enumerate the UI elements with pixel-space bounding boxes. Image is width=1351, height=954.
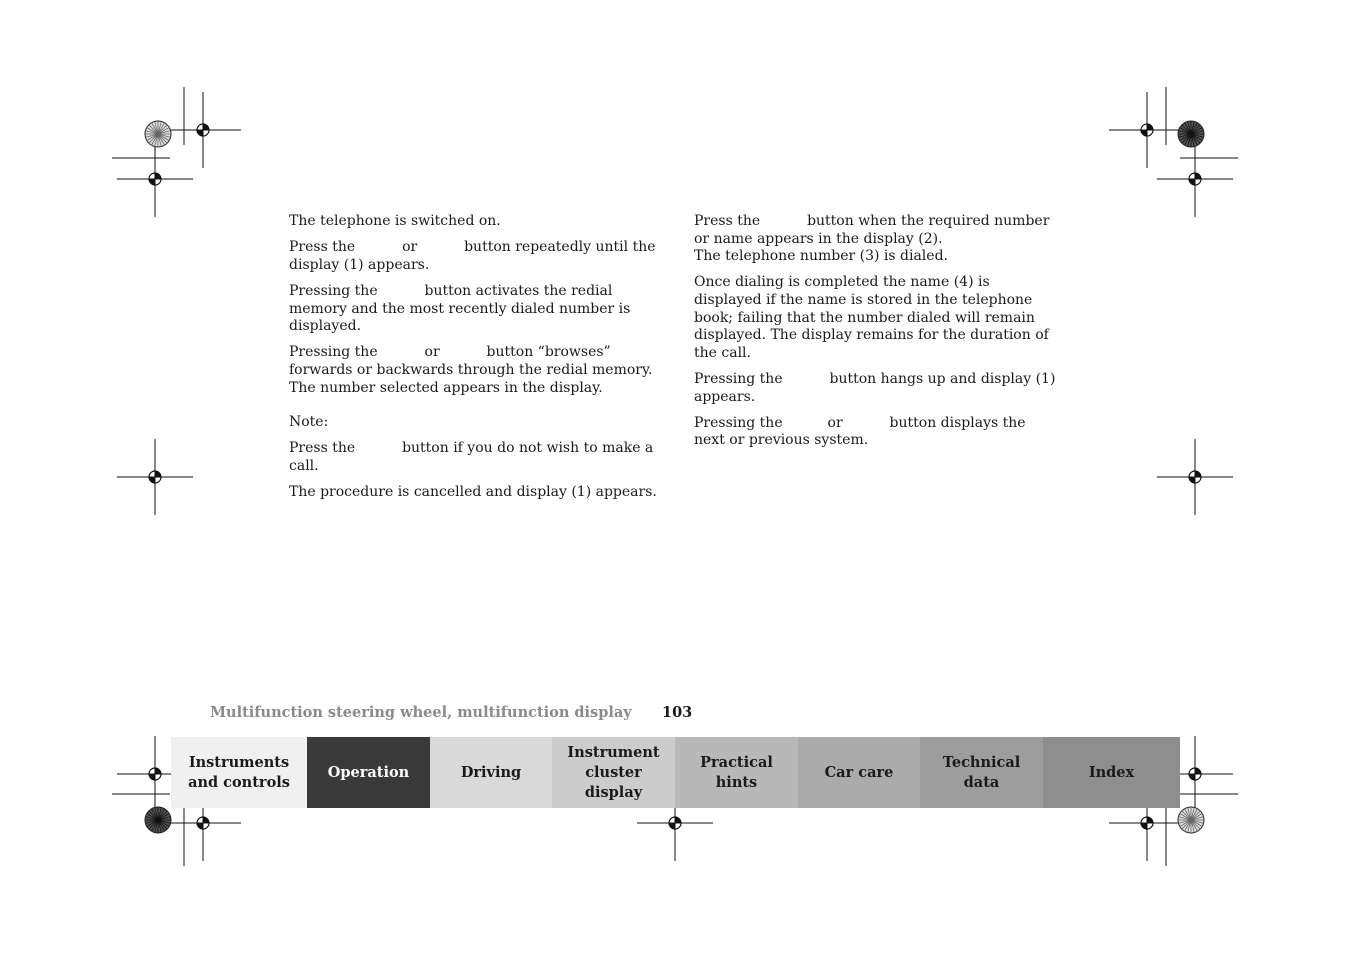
crosshair-mark-icon: [165, 92, 241, 168]
right-column: [694, 213, 1056, 459]
section-tab-bar: [171, 737, 1180, 808]
tab-operation[interactable]: Operation: [307, 737, 430, 808]
tab-practical-hints[interactable]: Practical hints: [675, 737, 798, 808]
crosshair-mark-icon: [1157, 141, 1233, 217]
paragraph-browse: Pressing the or button “browses” forwards or backwards through the redial memory. The number selected appears in the display.: [289, 344, 653, 396]
crosshair-mark-icon: [1157, 439, 1233, 515]
paragraph-hang-up: Pressing the button hangs up and display (1) appears.: [694, 370, 1056, 405]
note-label: Note:: [289, 414, 329, 431]
crosshair-mark-icon: [117, 141, 193, 217]
crosshair-mark-icon: [1109, 92, 1185, 168]
color-star-target-icon: [1178, 807, 1204, 833]
paragraph-dial: Press the button when the required number or name appears in the display (2). The telephone number (3) is dialed.: [694, 213, 1050, 265]
tab-index[interactable]: Index: [1043, 737, 1180, 808]
tab-instrument-cluster-display[interactable]: Instrument cluster display: [552, 737, 675, 808]
crosshair-mark-icon: [117, 439, 193, 515]
paragraph-cancel-call: Press the button if you do not wish to make a call.: [289, 440, 654, 474]
running-head: Multifunction steering wheel, multifunction display: [210, 704, 632, 721]
color-star-target-icon: [1178, 121, 1204, 147]
color-star-target-icon: [145, 121, 171, 147]
paragraph-next-system: Pressing the or button displays the next or previous system.: [694, 414, 1026, 449]
tab-instruments-and-controls[interactable]: Instruments and controls: [171, 737, 307, 808]
paragraph-phone-on: The telephone is switched on.: [289, 213, 501, 229]
left-column: [289, 213, 661, 510]
page-number: 103: [662, 704, 693, 721]
tab-driving[interactable]: Driving: [430, 737, 552, 808]
paragraph-cancelled: The procedure is cancelled and display (1) appears.: [289, 484, 657, 501]
color-star-target-icon: [145, 807, 171, 833]
tab-car-care[interactable]: Car care: [798, 737, 920, 808]
paragraph-redial-memory: Pressing the button activates the redial memory and the most recently dialed number is displayed.: [289, 282, 631, 335]
paragraph-dialing-completed: Once dialing is completed the name (4) is displayed if the name is stored in the telephone book; failing that the number dialed will remain displayed. The display remains for the duration of the call.: [694, 274, 1049, 361]
tab-technical-data[interactable]: Technical data: [920, 737, 1043, 808]
paragraph-press-repeatedly: Press the or button repeatedly until the display (1) appears.: [289, 239, 656, 273]
